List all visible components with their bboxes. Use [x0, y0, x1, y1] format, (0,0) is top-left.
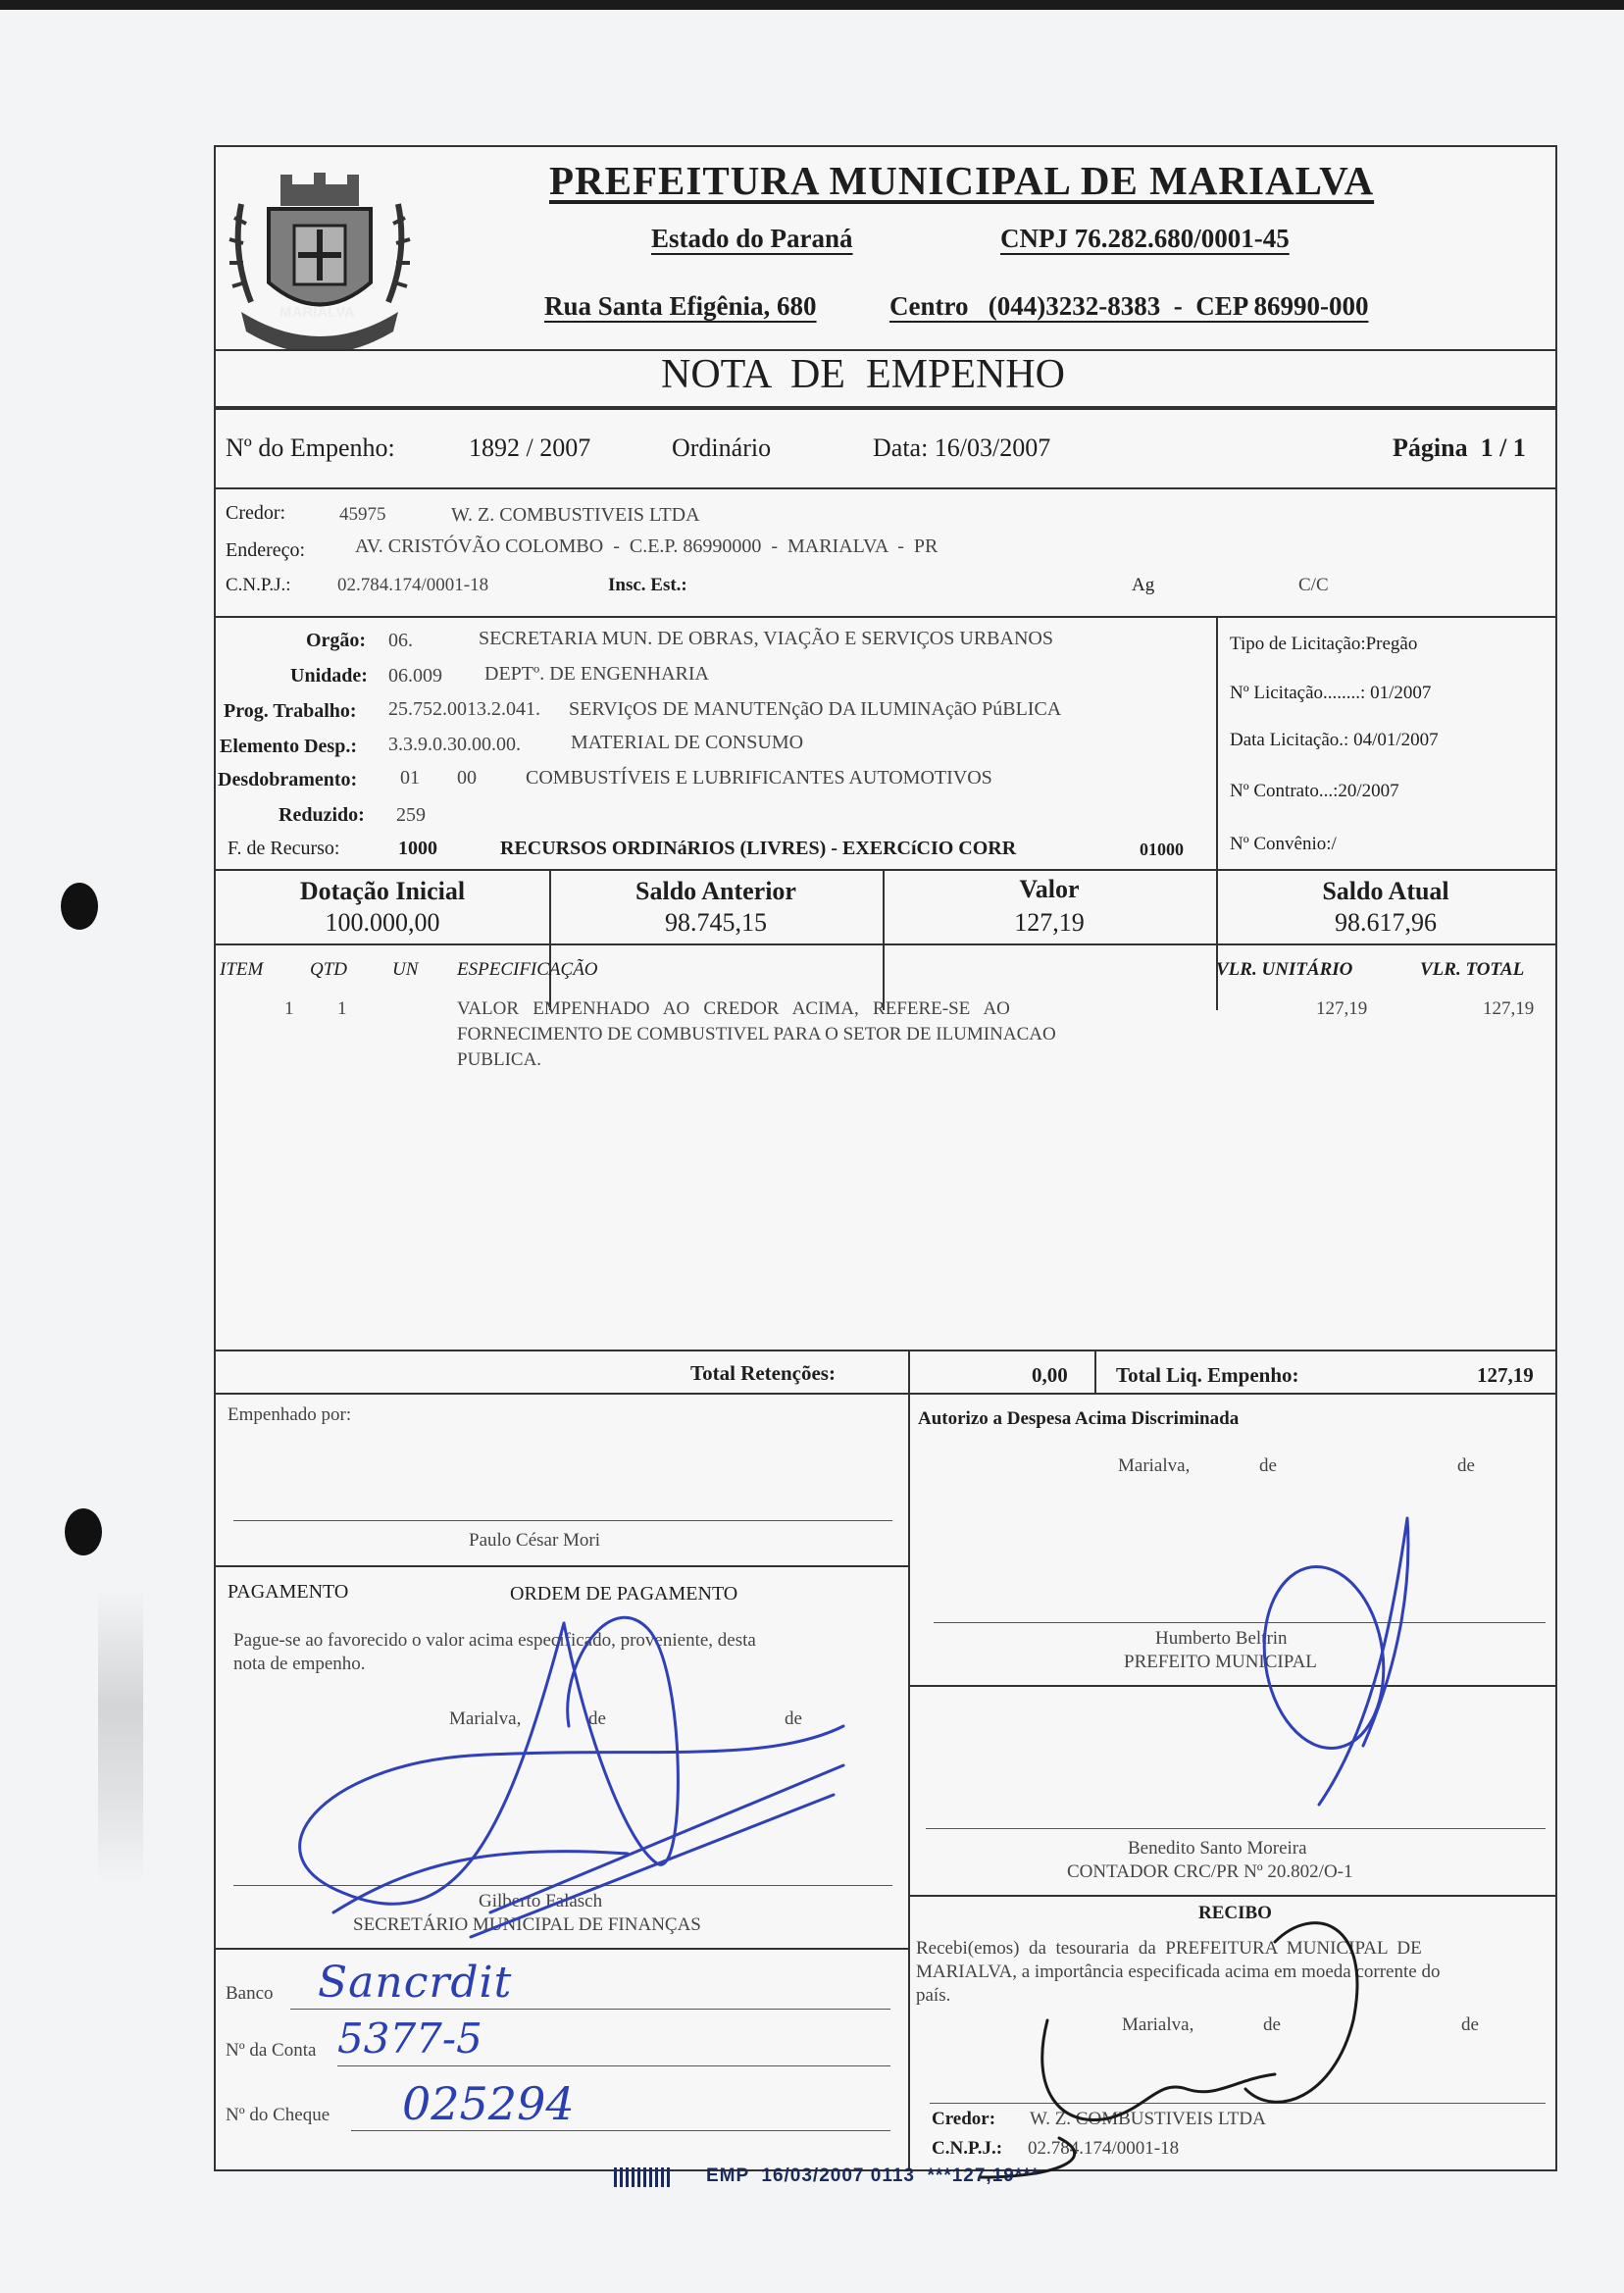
doc-title: NOTA DE EMPENHO — [661, 352, 1065, 397]
reduzido-label: Reduzido: — [279, 804, 365, 826]
municipal-crest-icon — [222, 165, 418, 351]
dotacao-value: 100.000,00 — [325, 908, 440, 937]
num-contrato: Nº Contrato...:20/2007 — [1230, 781, 1399, 801]
scan-smudge — [98, 1589, 143, 1883]
total-liq-value: 127,19 — [1477, 1363, 1534, 1387]
valor-value: 127,19 — [1014, 908, 1085, 937]
desd-label: Desdobramento: — [218, 769, 358, 790]
conta-value: 5377-5 — [337, 2014, 482, 2063]
banco-value: Sancrdit — [318, 1958, 513, 2008]
recibo-cnpj-value: 02.784.174/0001-18 — [1028, 2138, 1180, 2159]
credor-name: W. Z. COMBUSTIVEIS LTDA — [451, 504, 700, 526]
recibo-line2: MARIALVA, a importância especificada acima em moeda corrente do — [916, 1962, 1441, 1982]
recibo-place: Marialva, — [1122, 2014, 1194, 2035]
ordem-title: ORDEM DE PAGAMENTO — [510, 1583, 738, 1605]
total-retencoes-value: 0,00 — [1032, 1363, 1068, 1387]
fonte-label: F. de Recurso: — [228, 838, 340, 859]
col-vlr-unitario: VLR. UNITÁRIO — [1216, 959, 1353, 980]
prog-label: Prog. Trabalho: — [224, 700, 357, 722]
col-vlr-total: VLR. TOTAL — [1420, 959, 1525, 980]
row-spec-line3: PUBLICA. — [457, 1049, 542, 1070]
pague-de1: de — [588, 1708, 606, 1729]
conta-label: Nº da Conta — [226, 2040, 317, 2061]
print-stamp: EMP 16/03/2007 0113 ***127,19*** — [706, 2166, 1040, 2186]
unidade-code: 06.009 — [388, 665, 442, 687]
pague-line1: Pague-se ao favorecido o valor acima especificado, proveniente, desta — [233, 1630, 756, 1651]
recibo-cnpj-label: C.N.P.J.: — [932, 2138, 1003, 2159]
scan-top-border — [0, 0, 1624, 10]
secretario-name: Gilberto Falasch — [479, 1891, 603, 1911]
recibo-de2: de — [1461, 2014, 1479, 2035]
prog-code: 25.752.0013.2.041. — [388, 698, 540, 720]
saldo-anterior-value: 98.745,15 — [665, 908, 767, 937]
pague-line2: nota de empenho. — [233, 1654, 366, 1674]
prog-desc: SERVIçOS DE MANUTENçãO DA ILUMINAçãO PúBLICA — [569, 698, 1062, 720]
empenhado-name: Paulo César Mori — [469, 1530, 601, 1551]
barcode-icon — [614, 2167, 673, 2187]
fonte-desc: RECURSOS ORDINáRIOS (LIVRES) - EXERCíCIO CORR — [500, 838, 1017, 859]
cnpj-value: 02.784.174/0001-18 — [337, 575, 489, 595]
punch-hole-bottom — [65, 1508, 102, 1555]
desd-desc: COMBUSTÍVEIS E LUBRIFICANTES AUTOMOTIVOS — [526, 767, 992, 789]
punch-hole-top — [61, 883, 98, 930]
reduzido-value: 259 — [396, 804, 426, 826]
col-un: UN — [392, 959, 419, 980]
empenho-number-label: Nº do Empenho: — [226, 433, 395, 462]
banco-label: Banco — [226, 1983, 274, 2004]
credor-code: 45975 — [339, 504, 386, 525]
contador-title: CONTADOR CRC/PR Nº 20.802/O-1 — [1067, 1861, 1353, 1882]
dotacao-label: Dotação Inicial — [299, 877, 466, 905]
cheque-value: 025294 — [402, 2077, 575, 2130]
num-licitacao: Nº Licitação........: 01/2007 — [1230, 683, 1432, 703]
ag-label: Ag — [1132, 575, 1155, 595]
header-state: Estado do Paraná — [651, 224, 853, 253]
recibo-de1: de — [1263, 2014, 1281, 2035]
page-title: PREFEITURA MUNICIPAL DE MARIALVA — [549, 158, 1375, 203]
endereco-value: AV. CRISTÓVÃO COLOMBO - C.E.P. 86990000 - MARIALVA - PR — [355, 535, 939, 557]
row-item: 1 — [284, 998, 294, 1019]
autorizo-place: Marialva, — [1118, 1455, 1191, 1476]
valor-label: Valor — [1019, 875, 1080, 903]
prefeito-name: Humberto Beltrin — [1155, 1628, 1288, 1649]
autorizo-title: Autorizo a Despesa Acima Discriminada — [918, 1408, 1240, 1429]
elem-label: Elemento Desp.: — [220, 736, 357, 757]
fonte-code2: 01000 — [1140, 840, 1184, 859]
insc-label: Insc. Est.: — [608, 575, 687, 595]
fonte-code: 1000 — [398, 838, 437, 859]
total-retencoes-label: Total Retenções: — [690, 1361, 836, 1385]
header-street: Rua Santa Efigênia, 680 — [544, 291, 817, 321]
recibo-line3: país. — [916, 1985, 951, 2006]
col-item: ITEM — [220, 959, 264, 980]
row-qtd: 1 — [337, 998, 347, 1019]
pague-place: Marialva, — [449, 1708, 522, 1729]
secretario-title: SECRETÁRIO MUNICIPAL DE FINANÇAS — [353, 1914, 701, 1935]
row-spec-line2: FORNECIMENTO DE COMBUSTIVEL PARA O SETOR DE ILUMINACAO — [457, 1024, 1056, 1045]
tipo-licitacao: Tipo de Licitação:Pregão — [1230, 634, 1418, 654]
orgao-label: Orgão: — [306, 630, 367, 651]
num-convenio: Nº Convênio:/ — [1230, 834, 1337, 854]
orgao-desc: SECRETARIA MUN. DE OBRAS, VIAÇÃO E SERVIÇOS URBANOS — [479, 628, 1053, 649]
credor-label: Credor: — [226, 502, 286, 524]
header-address: Centro (044)3232-8383 - CEP 86990-000 — [889, 291, 1369, 321]
col-qtd: QTD — [310, 959, 348, 980]
autorizo-de1: de — [1259, 1455, 1277, 1476]
recibo-title: RECIBO — [1198, 1903, 1272, 1923]
prefeito-title: PREFEITO MUNICIPAL — [1124, 1652, 1317, 1672]
page-number: Página 1 / 1 — [1393, 433, 1526, 462]
contador-name: Benedito Santo Moreira — [1128, 1838, 1307, 1859]
pagamento-title: PAGAMENTO — [228, 1581, 349, 1603]
cc-label: C/C — [1298, 575, 1329, 595]
empenho-type: Ordinário — [672, 433, 772, 462]
col-especificacao: ESPECIFICAÇÃO — [457, 959, 598, 980]
desd-code2: 00 — [457, 767, 477, 789]
row-spec-line1: VALOR EMPENHADO AO CREDOR ACIMA, REFERE-SE AO — [457, 998, 1010, 1019]
saldo-atual-label: Saldo Atual — [1322, 877, 1449, 905]
unidade-desc: DEPTº. DE ENGENHARIA — [484, 663, 709, 685]
row-vlr-total: 127,19 — [1483, 998, 1535, 1019]
endereco-label: Endereço: — [226, 539, 306, 561]
orgao-code: 06. — [388, 630, 413, 651]
recibo-credor-value: W. Z. COMBUSTIVEIS LTDA — [1030, 2109, 1266, 2129]
cheque-label: Nº do Cheque — [226, 2105, 330, 2125]
empenho-number: 1892 / 2007 — [469, 433, 591, 462]
elem-desc: MATERIAL DE CONSUMO — [571, 732, 804, 753]
autorizo-de2: de — [1457, 1455, 1475, 1476]
elem-code: 3.3.9.0.30.00.00. — [388, 734, 521, 755]
header-cnpj: CNPJ 76.282.680/0001-45 — [1000, 224, 1290, 253]
saldo-atual-value: 98.617,96 — [1335, 908, 1437, 937]
desd-code1: 01 — [400, 767, 420, 789]
total-liq-label: Total Liq. Empenho: — [1116, 1363, 1299, 1387]
seal-text: MARIALVA — [279, 304, 355, 321]
row-vlr-unitario: 127,19 — [1316, 998, 1368, 1019]
recibo-line1: Recebi(emos) da tesouraria da PREFEITURA MUNICIPAL DE — [916, 1938, 1422, 1959]
data-licitacao: Data Licitação.: 04/01/2007 — [1230, 730, 1439, 750]
pague-de2: de — [785, 1708, 802, 1729]
empenhado-label: Empenhado por: — [228, 1404, 352, 1425]
cnpj-label: C.N.P.J.: — [226, 575, 291, 595]
recibo-credor-label: Credor: — [932, 2109, 996, 2129]
unidade-label: Unidade: — [290, 665, 368, 687]
saldo-anterior-label: Saldo Anterior — [635, 877, 796, 905]
empenho-date: Data: 16/03/2007 — [873, 433, 1051, 462]
empenho-form — [214, 145, 1557, 2171]
